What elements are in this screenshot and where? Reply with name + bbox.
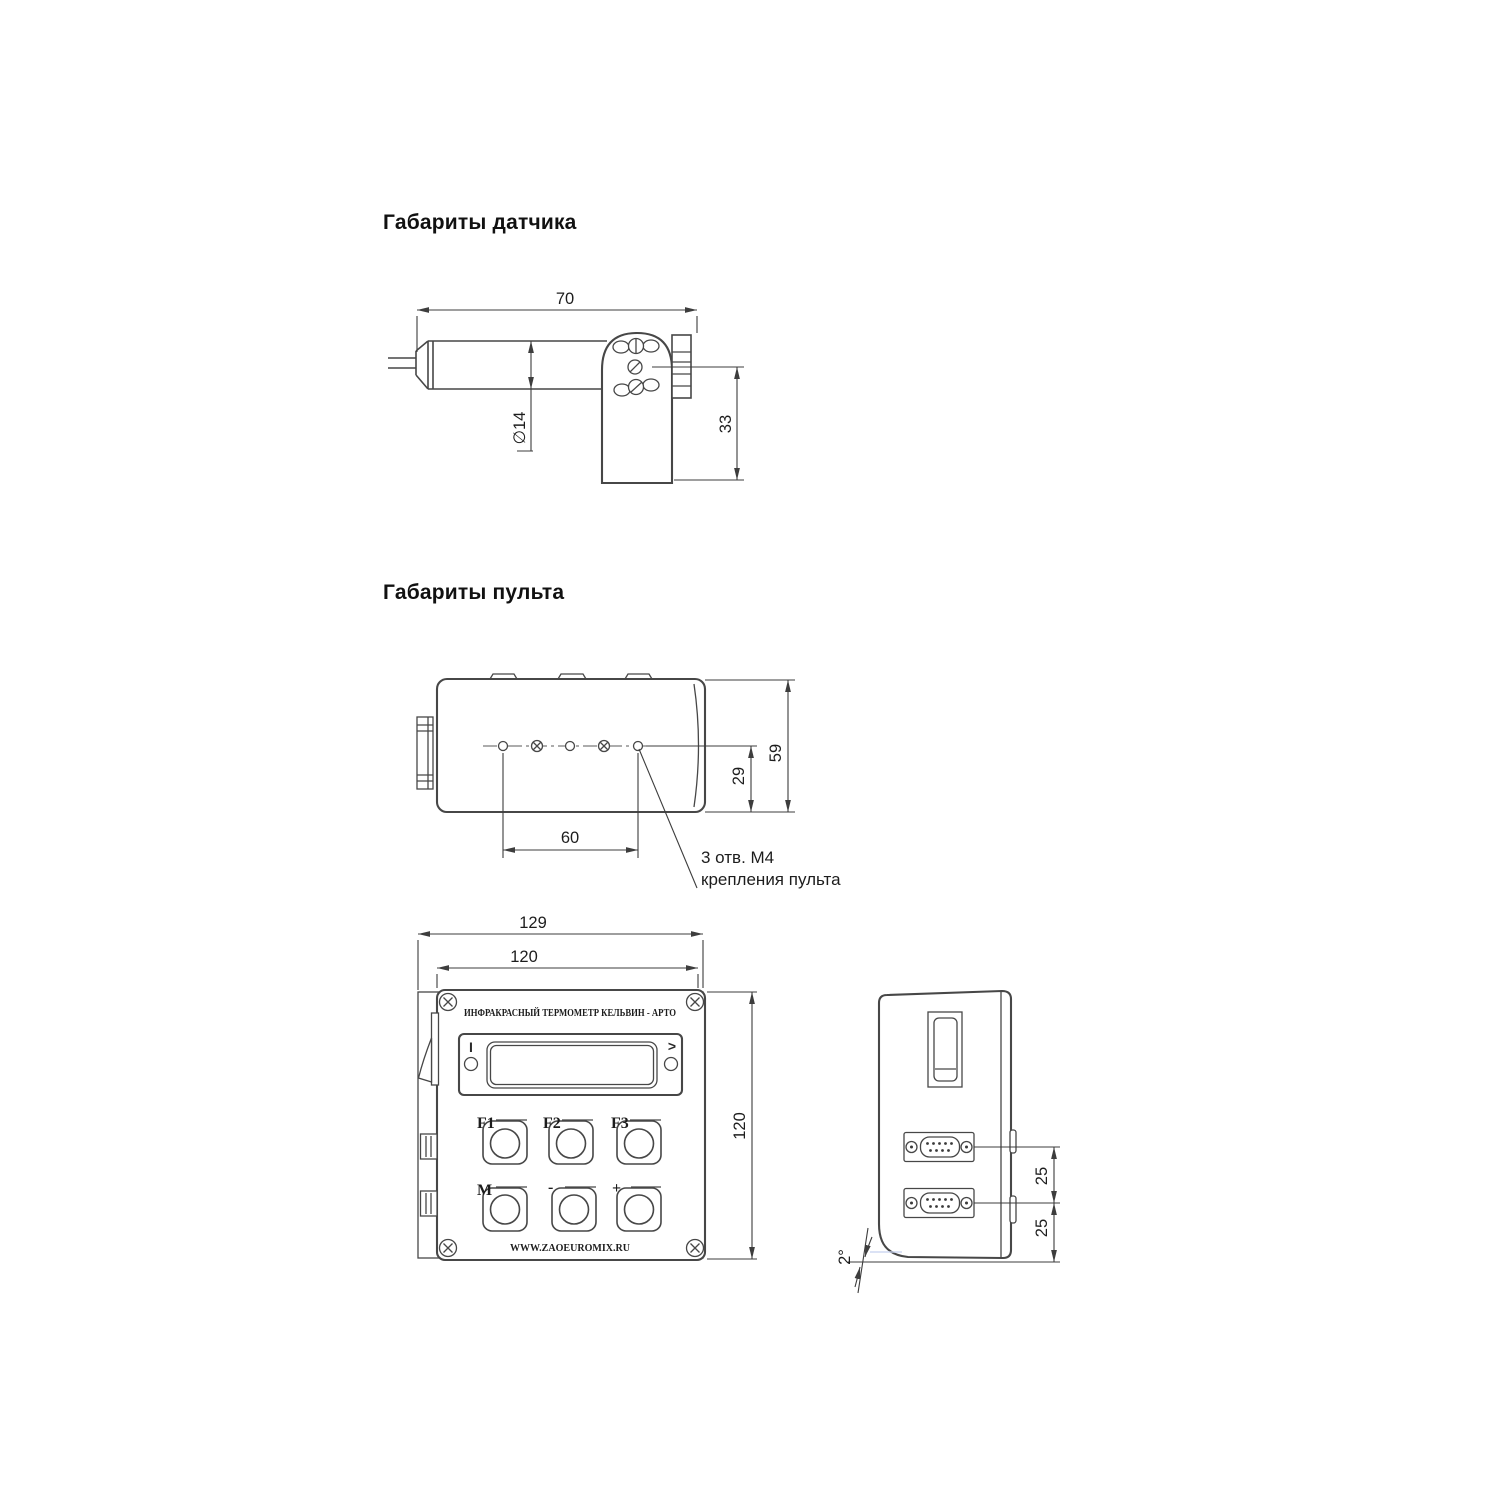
button-f1: [477, 1115, 527, 1164]
note-line-1: 3 отв. М4: [701, 848, 775, 867]
button-m-label: M: [477, 1182, 493, 1199]
dim-label-25-bottom: 25: [1033, 1218, 1051, 1238]
button-m: [477, 1182, 527, 1231]
lcd-display: [459, 1034, 682, 1095]
panel-section-title: Габариты пульта: [383, 581, 565, 604]
dim-label-2-degrees: 2°: [836, 1249, 854, 1265]
button-f3: [611, 1115, 661, 1164]
button-plus-label: +: [612, 1180, 622, 1197]
note-line-2: крепления пульта: [701, 870, 841, 889]
dim-label-120-height: 120: [731, 1112, 749, 1140]
button-f3-label: F3: [611, 1115, 629, 1132]
sensor-mount-bracket: [602, 333, 672, 483]
dim-label-120-width: 120: [510, 948, 538, 966]
sensor-drawing: [388, 290, 744, 483]
display-left-mark: I: [469, 1039, 473, 1055]
dim-label-70: 70: [555, 290, 575, 308]
button-minus-label: -: [548, 1179, 554, 1196]
side-dim-tilt-angle: [836, 1228, 872, 1293]
panel-top-side-connector: [417, 717, 433, 789]
panel-top-view: [417, 674, 841, 889]
mount-wing-screw-top: [613, 339, 659, 354]
panel-side-view: [836, 991, 1060, 1293]
dim-label-diameter-14: ∅14: [511, 411, 529, 445]
sensor-cable: [388, 358, 416, 368]
dim-label-60: 60: [560, 829, 580, 847]
mount-screw-middle: [628, 360, 642, 374]
display-right-mark: >: [667, 1038, 677, 1054]
dim-label-59: 59: [767, 743, 785, 763]
db9-connector-bottom: [904, 1189, 974, 1218]
dim-label-29: 29: [730, 766, 748, 786]
panel-header-label: ИНФРАКРАСНЫЙ ТЕРМОМЕТР КЕЛЬВИН - АРТО: [464, 1008, 709, 1019]
left-indicator-led: [465, 1058, 478, 1071]
sensor-section-title: Габариты датчика: [383, 211, 577, 234]
front-dim-width: [437, 948, 698, 988]
front-dim-height: [707, 992, 757, 1259]
rocker-switch: [928, 1012, 962, 1087]
dim-label-33: 33: [717, 414, 735, 434]
panel-footer-label: WWW.ZAOEUROMIX.RU: [510, 1243, 630, 1254]
panel-front-view: [418, 914, 757, 1260]
button-plus: [612, 1180, 661, 1231]
right-indicator-led: [665, 1058, 678, 1071]
button-f2: [543, 1115, 593, 1164]
dim-label-25-top: 25: [1033, 1166, 1051, 1186]
front-dim-outer-width: [418, 914, 703, 990]
button-f2-label: F2: [543, 1115, 561, 1132]
sensor-body: [416, 341, 607, 389]
button-f1-label: F1: [477, 1115, 495, 1132]
sensor-dim-diameter: [511, 341, 533, 451]
dim-label-129: 129: [519, 914, 547, 932]
db9-connector-top: [904, 1133, 974, 1162]
